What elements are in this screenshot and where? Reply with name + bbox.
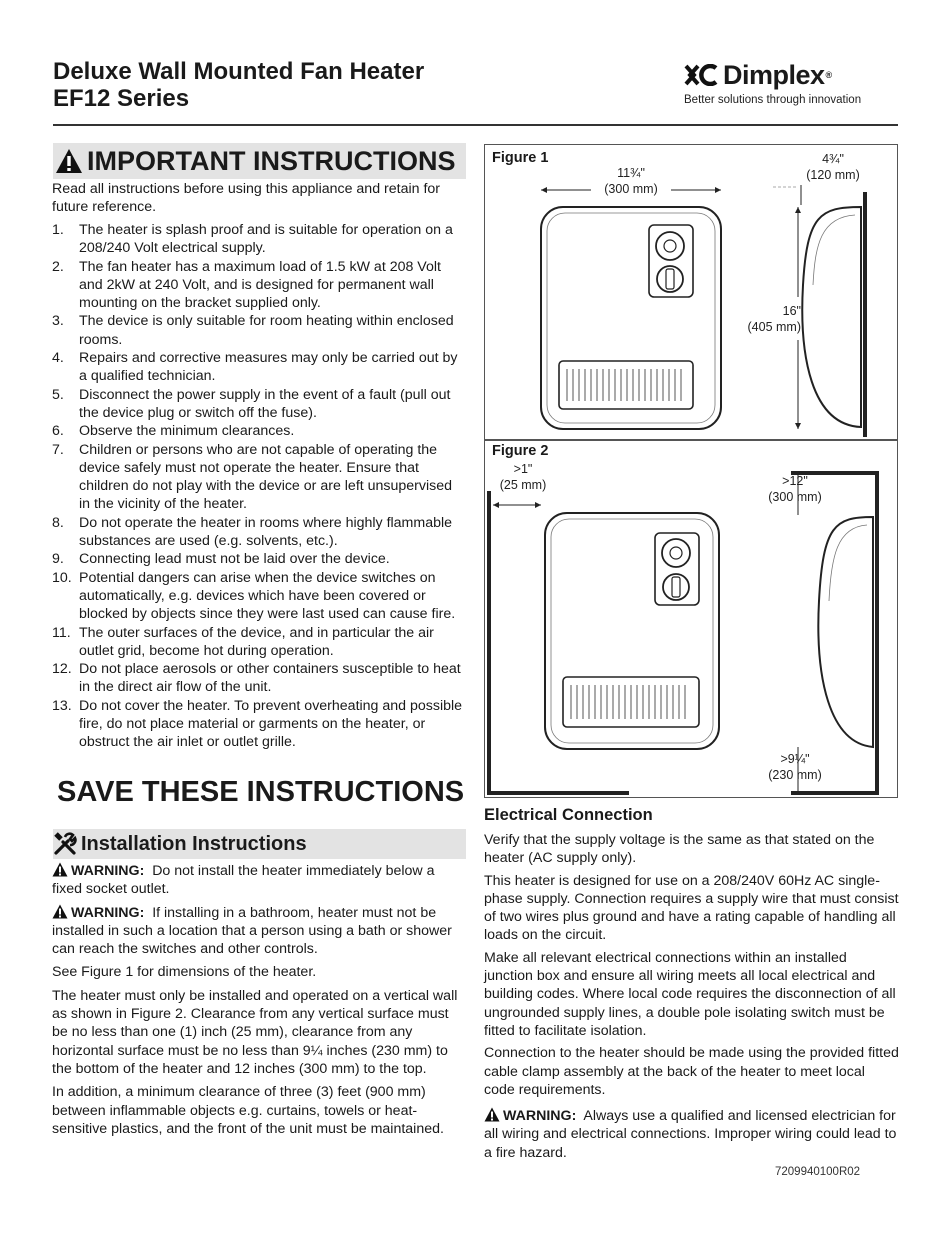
figure-2-drawing — [485, 441, 897, 797]
dimension-mm: (405 mm) — [747, 320, 801, 334]
figure-1 — [484, 144, 898, 440]
warning-triangle-icon — [55, 148, 83, 174]
electrical-para-2: This heater is designed for use on a 208/240V 60Hz AC single-phase supply. Connection requires a supply wire that must consist of two wires plus ground and have a rating capable of handling all loads on the circuit. — [484, 872, 899, 944]
dimension-inches: 16" — [782, 304, 801, 318]
list-item: 9. Connecting lead must not be laid over the device. — [52, 551, 390, 568]
dimension-inches: >12" — [782, 474, 808, 488]
list-item: 10. Potential dangers can arise when the device switches on automatically, e.g. devices which have been covered or blocked by objects since they were last used can cause fire. — [52, 569, 456, 623]
brand-tagline: Better solutions through innovation — [684, 94, 862, 106]
warning-text: Do not install the heater immediately below a fixed socket outlet. — [52, 863, 435, 898]
dimension-inches: >1" — [513, 462, 533, 476]
dimension-mm: (230 mm) — [768, 768, 822, 782]
list-item: 12. Do not place aerosols or other containers susceptible to heat in the direct air flow of the unit. — [52, 661, 461, 696]
figure-1-depth-dimension — [795, 151, 871, 183]
electrical-section — [484, 804, 899, 1166]
figure-2-side-clearance — [493, 461, 553, 493]
dimension-inches: 11¾" — [617, 166, 645, 180]
list-item: 8. Do not operate the heater in rooms where highly flammable substances are used (e.g. solvents, etc.). — [52, 514, 453, 550]
installation-heading-text: Installation Instructions — [81, 833, 307, 855]
dimension-mm: (25 mm) — [499, 478, 547, 492]
list-item: 1. The heater is splash proof and is suitable for operation on a 208/240 Volt electrical supply. — [52, 222, 453, 257]
warning-label: WARNING: — [71, 904, 145, 921]
installation-body — [52, 862, 467, 1143]
electrical-para-3: Make all relevant electrical connections within an installed junction box and ensure all wiring meets all local electrical and building codes. Where local code requires the disconnection of all ungrounded supply lines, a double pole isolating switch must be fitted to facilitate isolation. — [484, 949, 896, 1039]
list-item: 2. The fan heater has a maximum load of 1.5 kW at 208 Volt and 2kW at 240 Volt, and is designed for permanent wall mounting on the bracket supplied only. — [52, 258, 441, 312]
electrical-warning — [484, 1107, 899, 1162]
dimension-inches: 4¾" — [822, 152, 844, 166]
installation-warning-2 — [52, 904, 467, 959]
warning-triangle-icon — [484, 1107, 500, 1122]
figure-1-label: Figure 1 — [492, 150, 549, 166]
list-item: 3. The device is only suitable for room heating within enclosed rooms. — [52, 313, 454, 348]
save-instructions-heading: SAVE THESE INSTRUCTIONS — [57, 776, 465, 808]
brand-name: Dimplex — [723, 60, 825, 90]
installation-warning-1 — [52, 862, 467, 899]
document-title — [53, 58, 424, 112]
important-heading-text: IMPORTANT INSTRUCTIONS — [87, 146, 456, 176]
list-item: 13. Do not cover the heater. To prevent overheating and possible fire, do not place material or garments on the heater, or obstruct the air inlet or outlet grille. — [52, 697, 463, 751]
warning-text: Always use a qualified and licensed electrician for all wiring and electrical connections. Improper wiring could lead to a fire hazard. — [484, 1108, 897, 1161]
figure-1-width-dimension — [593, 165, 669, 197]
dimplex-logo: Dimplex ® Better solutions through innovation — [684, 60, 884, 106]
dimension-mm: (120 mm) — [806, 168, 860, 182]
installation-heading — [53, 830, 307, 858]
warning-triangle-icon — [52, 862, 68, 877]
title-line-1: Deluxe Wall Mounted Fan Heater — [53, 58, 425, 85]
important-intro: Read all instructions before using this appliance and retain for future reference. — [52, 181, 441, 216]
warning-triangle-icon — [52, 904, 68, 919]
important-list — [52, 221, 467, 752]
warning-label: WARNING: — [71, 863, 145, 879]
figure-2-label: Figure 2 — [492, 443, 549, 459]
list-item: 5. Disconnect the power supply in the event of a fault (pull out the device plug or switch off the fuse). — [52, 386, 451, 421]
list-item: 6. Observe the minimum clearances. — [52, 423, 295, 440]
title-line-2: EF12 Series — [53, 85, 190, 112]
warning-label: WARNING: — [503, 1108, 577, 1125]
dimension-inches: >9¼" — [780, 752, 810, 766]
electrical-para-1: Verify that the supply voltage is the same as that stated on the heater (AC supply only). — [484, 832, 875, 867]
dimension-mm: (300 mm) — [604, 182, 658, 196]
figure-2-bottom-clearance — [757, 751, 833, 783]
installation-para-2: The heater must only be installed and operated on a vertical wall as shown in Figure 2. Clearance from any vertical surface must be no less than one (1) inch (25 mm), clearance from any horizontal surface must be no less than 9¼ inches (230 mm) to the bottom of the heater and 12 inches (300 mm) to the top. — [52, 987, 458, 1077]
list-item: 11. The outer surfaces of the device, and in particular the air outlet grid, become hot during operation. — [52, 624, 434, 659]
list-item: 4. Repairs and corrective measures may only be carried out by a qualified technician. — [52, 350, 458, 385]
electrical-para-4: Connection to the heater should be made using the provided fitted cable clamp assembly at the back of the heater to meet local code requirements. — [484, 1045, 899, 1098]
warning-text: If installing in a bathroom, heater must not be installed in such a location that a person using a bath or shower can reach the switches and other controls. — [52, 904, 452, 958]
list-item: 7. Children or persons who are not capable of operating the device safely must not operate the heater. Ensure that children do not play with the device or are left unsupervised in the vicinity of the heater. — [52, 441, 453, 513]
document-number: 7209940100R02 — [775, 1166, 861, 1178]
electrical-heading: Electrical Connection — [484, 806, 653, 824]
header-divider — [53, 124, 898, 126]
tools-icon — [53, 832, 77, 856]
figure-2-top-clearance — [757, 473, 833, 505]
installation-para-3: In addition, a minimum clearance of three (3) feet (900 mm) between inflammable objects e.g. curtains, towels or heat-sensitive plastics, and the front of the unit must be maintained. — [52, 1084, 444, 1137]
figure-2 — [484, 440, 898, 798]
dimension-mm: (300 mm) — [768, 490, 822, 504]
important-heading — [55, 144, 455, 178]
figure-1-drawing — [485, 145, 897, 439]
figure-1-height-dimension — [725, 303, 801, 335]
dimplex-mark-icon — [684, 64, 720, 86]
installation-para-1: See Figure 1 for dimensions of the heater. — [52, 964, 317, 981]
